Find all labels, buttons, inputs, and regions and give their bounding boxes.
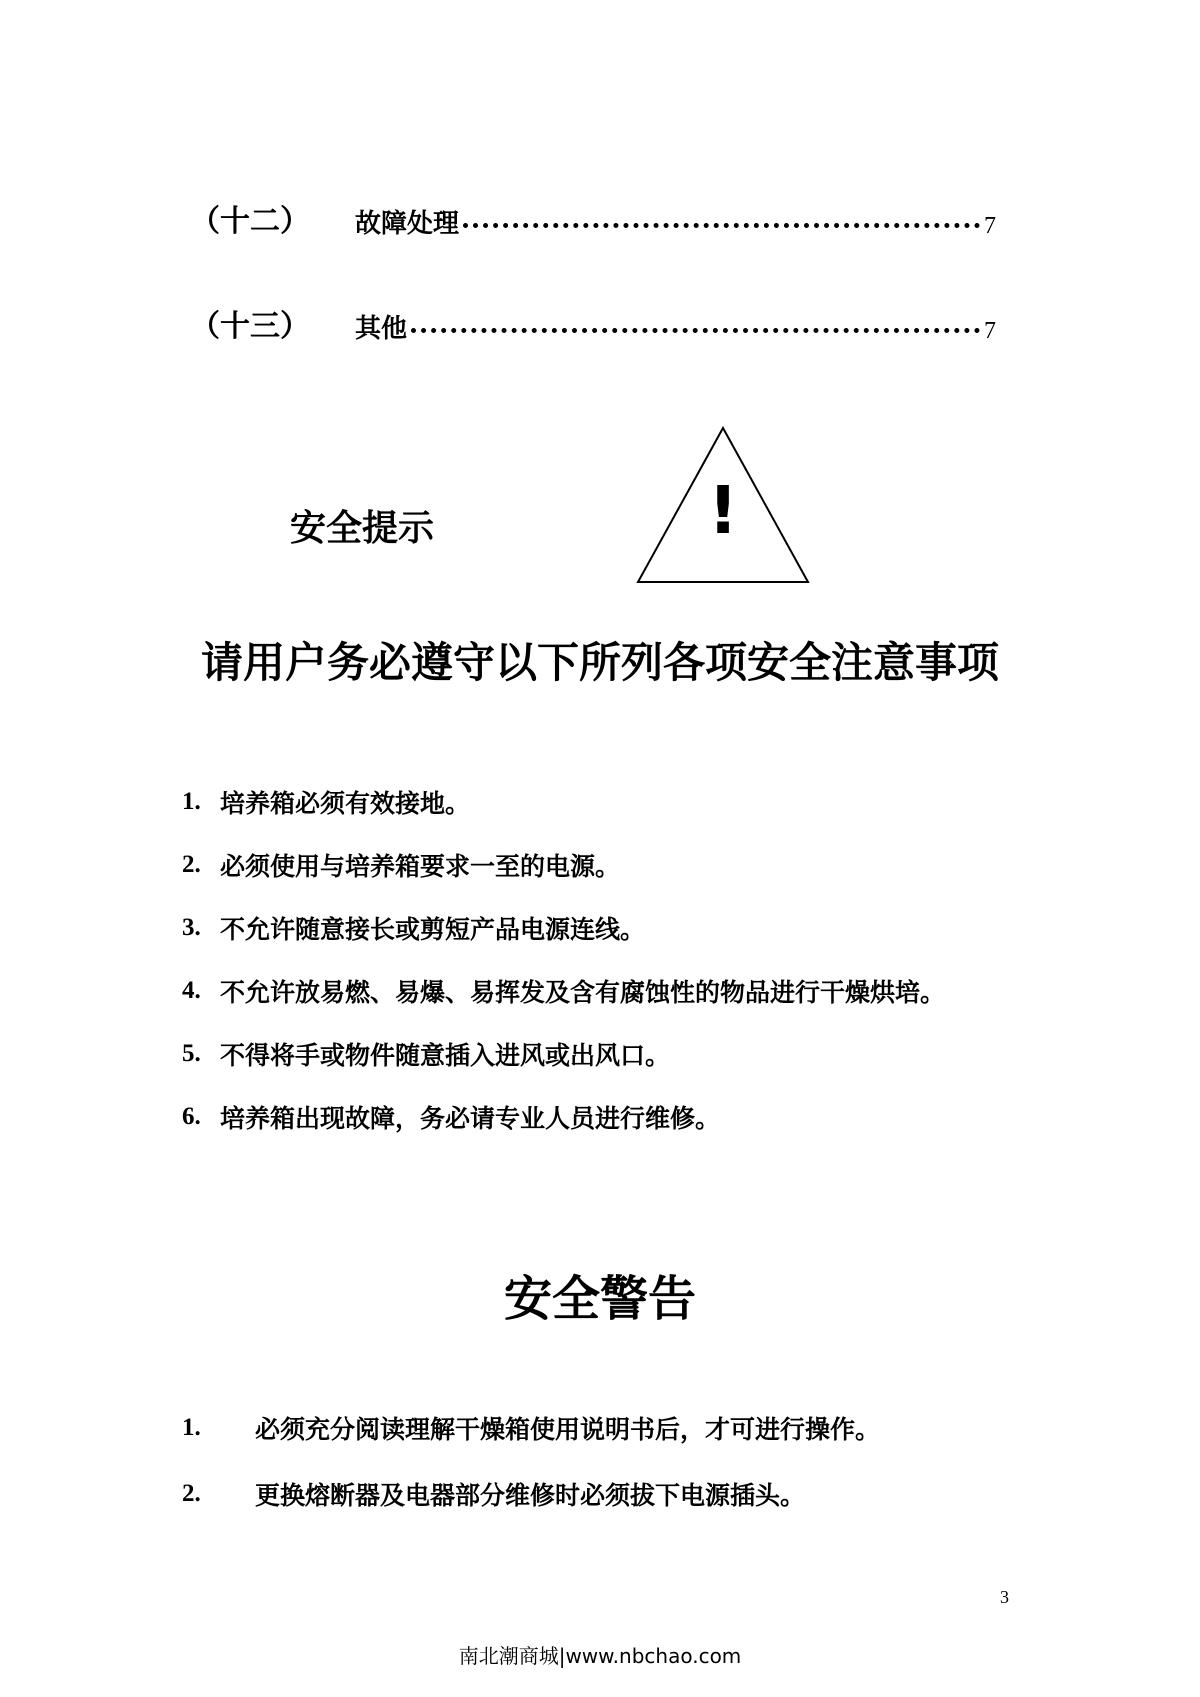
warning-triangle-icon [635, 425, 811, 585]
toc-entry-title: 其他 [355, 314, 408, 344]
list-item-text: 培养箱出现故障，务必请专业人员进行维修。 [220, 1103, 721, 1133]
list-item-text: 必须使用与培养箱要求一至的电源。 [220, 851, 621, 881]
notice-heading: 请用户务必遵守以下所列各项安全注意事项 [200, 638, 999, 687]
list-item-number: 1. [182, 787, 201, 815]
list-item [182, 896, 945, 959]
toc-dot-leader [411, 328, 980, 333]
page-number: 3 [1000, 1587, 1009, 1607]
list-item-text: 不允许随意接长或剪短产品电源连线。 [220, 914, 646, 944]
list-item-number: 1. [182, 1414, 201, 1441]
toc-dot-leader [463, 223, 980, 228]
toc-entry-number: （十二） [190, 204, 310, 239]
toc-entry-page: 7 [984, 318, 996, 344]
list-item-number: 2. [182, 850, 201, 878]
list-item-text: 不允许放易燃、易爆、易挥发及含有腐蚀性的物品进行干燥烘培。 [220, 977, 946, 1007]
toc-entry-page: 7 [984, 213, 996, 239]
list-item-text: 不得将手或物件随意插入进风或出风口。 [220, 1040, 671, 1070]
exclamation-mark: ! [707, 472, 739, 549]
toc-entry-number: （十三） [190, 309, 310, 344]
list-item-number: 3. [182, 913, 201, 941]
notice-list [182, 770, 945, 1148]
list-item [182, 770, 945, 833]
list-item [182, 833, 945, 896]
safety-tip-label: 安全提示 [290, 508, 435, 549]
list-item [182, 959, 945, 1022]
list-item-text: 更换熔断器及电器部分维修时必须拔下电源插头。 [255, 1481, 806, 1510]
toc-entry [190, 190, 996, 240]
list-item-text: 必须充分阅读理解干燥箱使用说明书后，才可进行操作。 [255, 1415, 881, 1444]
list-item-text: 培养箱必须有效接地。 [220, 788, 471, 818]
warning-list [182, 1395, 880, 1527]
list-item-number: 4. [182, 976, 201, 1004]
toc-entry [190, 295, 996, 345]
list-item [182, 1461, 880, 1527]
list-item [182, 1022, 945, 1085]
list-item-number: 6. [182, 1102, 201, 1130]
list-item [182, 1085, 945, 1148]
footer-text: 南北潮商城|www.nbchao.com [458, 1644, 742, 1668]
list-item-number: 2. [182, 1480, 201, 1507]
toc-entry-title: 故障处理 [355, 209, 460, 239]
list-item [182, 1395, 880, 1461]
warning-heading: 安全警告 [503, 1271, 696, 1327]
list-item-number: 5. [182, 1039, 201, 1067]
